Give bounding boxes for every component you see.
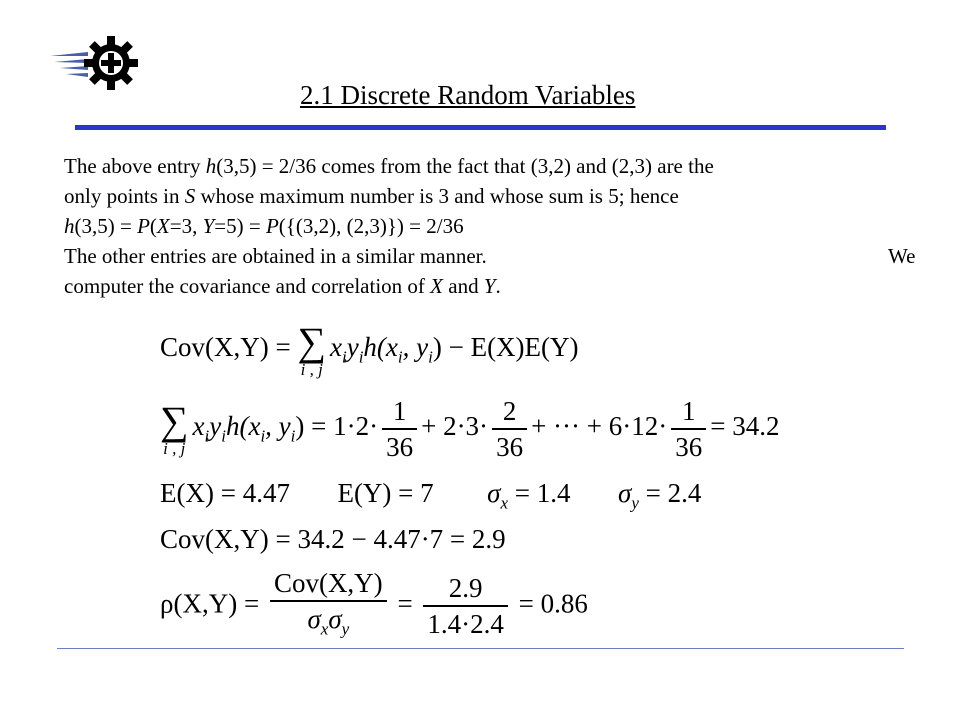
subscript: i (397, 347, 403, 367)
subscript: x (320, 619, 329, 639)
eq-term: ) − E(X)E(Y) (432, 332, 579, 363)
bottom-divider (57, 648, 904, 649)
eq-term: ) = 1·2· (295, 411, 379, 442)
text-span: (3,5) = 2/36 comes from the fact that (3,2) and (2,3) are the (216, 154, 714, 178)
sigma-x-value: = 1.4 (508, 478, 571, 508)
text-span: h (205, 154, 217, 178)
fraction (423, 571, 508, 641)
sum-limits: i , j (163, 439, 186, 458)
subscript: y (341, 619, 350, 639)
text-span: Y (202, 214, 215, 238)
summation-symbol: ∑ i , j (160, 398, 189, 458)
paragraph-line-1 (64, 151, 934, 181)
denominator: 36 (382, 428, 417, 464)
text-span: ( (149, 214, 157, 238)
text-span: ({(3,2), (2,3)}) = 2/36 (278, 214, 464, 238)
fraction (671, 394, 706, 464)
numerator: 2 (502, 396, 517, 426)
eq-term: h(x (225, 411, 261, 442)
sigma-y: σ (618, 478, 632, 508)
eq-term: y (209, 411, 222, 442)
denominator: 36 (671, 428, 706, 464)
paragraph-line-3 (64, 211, 934, 241)
denominator: 1.4·2.4 (423, 605, 508, 641)
eq-term: h(x (363, 332, 398, 363)
covariance-value-equation (160, 524, 506, 555)
eq-term: x (192, 411, 205, 442)
subscript: i (358, 347, 364, 367)
eq-lhs: ρ(X,Y) = (160, 588, 260, 619)
eq-term: y (346, 332, 359, 363)
subscript: i (204, 426, 210, 446)
eq-term: = 34.2 (710, 411, 780, 442)
covariance-definition-equation (160, 319, 579, 379)
subscript: x (500, 493, 509, 513)
text-span: h (64, 214, 75, 238)
text-span: We (888, 244, 916, 268)
moments-equation (160, 478, 701, 513)
text-span: and (443, 274, 484, 298)
expectation-y: E(Y) = 7 (337, 478, 434, 508)
paragraph-line-4 (64, 241, 934, 271)
eq-term: = 0.86 (518, 588, 588, 619)
denominator: 36 (492, 428, 527, 464)
eq-term: , y (402, 332, 429, 363)
summation-computation-equation (160, 394, 779, 464)
numerator: Cov(X,Y) (273, 568, 383, 598)
text-span: whose maximum number is 3 and whose sum is 5; hence (195, 184, 679, 208)
text-span: (3,5) = (74, 214, 138, 238)
expectation-x: E(X) = 4.47 (160, 478, 290, 508)
sigma-y-value: = 2.4 (638, 478, 702, 508)
sigma: σ (307, 604, 321, 634)
subscript: y (631, 493, 639, 513)
eq-term: = (397, 588, 413, 619)
text-span: only points in (64, 184, 185, 208)
sigma: σ (328, 604, 342, 634)
eq-term: , y (265, 411, 291, 442)
numerator: 1 (681, 396, 696, 426)
subscript: i (290, 426, 296, 446)
fraction (270, 566, 387, 646)
numerator: 1 (392, 396, 407, 426)
numerator: 2.9 (448, 573, 483, 604)
sum-limits: i , j (300, 360, 323, 379)
denominator (270, 600, 387, 646)
subscript: i (260, 426, 266, 446)
eq-term: + ··· + 6·12· (531, 411, 668, 442)
page-title: 2.1 Discrete Random Variables (300, 80, 636, 110)
fraction (382, 394, 417, 464)
text-span: computer the covariance and correlation of (64, 274, 431, 298)
paragraph-line-5 (64, 271, 934, 301)
body-paragraph (64, 151, 934, 301)
eq-term: x (329, 332, 342, 363)
text-span: =3, (169, 214, 203, 238)
sigma-x: σ (487, 478, 501, 508)
text-span: P (137, 214, 150, 238)
text-span: Y (483, 274, 496, 298)
subscript: i (341, 347, 347, 367)
text-span: S (184, 184, 196, 208)
eq-lhs: Cov(X,Y) = (160, 332, 291, 363)
text-span: The other entries are obtained in a similar manner. (64, 244, 487, 268)
text-span: The above entry (64, 154, 206, 178)
eq-term: + 2·3· (421, 411, 489, 442)
subscript: i (221, 426, 226, 446)
text-span: X (430, 274, 443, 298)
summation-symbol: ∑ i , j (297, 319, 326, 379)
text-span: P (265, 214, 279, 238)
subscript: i (428, 347, 433, 367)
text-span: =5) = (214, 214, 266, 238)
text-span: . (495, 274, 501, 298)
correlation-equation (160, 566, 588, 646)
title-divider (75, 125, 886, 130)
fraction (492, 394, 527, 464)
eq-term: Cov(X,Y) = 34.2 − 4.47·7 = 2.9 (160, 524, 506, 554)
text-span: X (156, 214, 170, 238)
paragraph-line-2 (64, 181, 934, 211)
gear-wing-logo-icon (48, 34, 140, 92)
